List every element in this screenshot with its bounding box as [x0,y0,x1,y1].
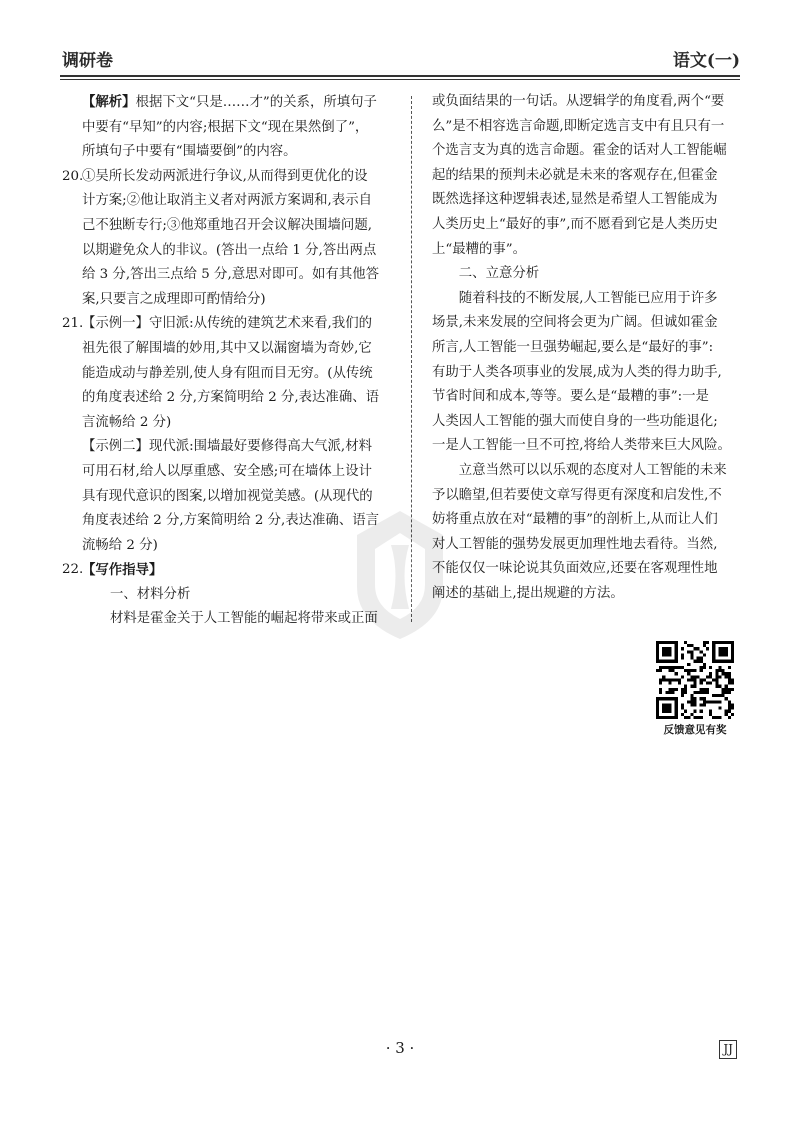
watermark-logo-icon [325,505,475,645]
text-line: 有助于人类各项事业的发展,成为人类的得力助手, [432,364,722,380]
text-line: 立意当然可以以乐观的态度对人工智能的未来 [458,462,727,478]
analysis-line: 【解析】根据下文“只是……才”的关系，所填句子 [82,94,377,110]
material-continued [432,90,738,262]
writing-guide-tag: 【写作指导】 [82,562,163,579]
section-heading-theme: 二、立意分析 [458,266,540,282]
theme-paragraph-2 [432,459,738,607]
answer-line: 案,只要言之成理即可酌情给分) [82,291,266,307]
text-line: 么”是不相容选言命题,即断定选言支中有且只有一 [432,118,725,134]
header-rule [60,75,740,77]
header-right-subject: 语文(一) [672,51,740,71]
analysis-line: 中要有“早知”的内容;根据下文“现在果然倒了”， [82,119,369,135]
text-line: 或负面结果的一句话。从逻辑学的角度看,两个“要 [432,94,725,109]
page-number: · 3 · [385,1039,415,1057]
answer-line: 【示例二】现代派:围墙最好要修得高大气派,材料 [82,439,372,455]
text-line: 一是人工智能一旦不可控,将给人类带来巨大风险。 [432,438,731,454]
text-line: 阐述的基础上,提出规避的方法。 [432,585,624,601]
answer-line: 祖先很了解围墙的妙用,其中又以漏窗墙为奇妙,它 [82,340,372,356]
text-line: 起的结果的预判未必就是未来的客观存在,但霍金 [432,167,718,183]
answer-line: 能造成动与静差别,使人身有阻而目无穷。(从传统 [82,365,373,381]
answer-line: 流畅给 2 分) [82,537,158,553]
question-number: 22. [62,562,84,578]
answer-line: 可用石材,给人以厚重感、安全感;可在墙体上设计 [82,463,372,479]
analysis-tag: 【解析】 [82,94,136,110]
header-rule-thin [60,79,740,80]
answer-line: 给 3 分,答出三点给 5 分,意思对即可。如有其他答 [82,267,379,283]
right-column [432,90,738,606]
answer-line: 的角度表述给 2 分,方案简明给 2 分,表达准确、语 [82,390,379,406]
question-number: 20. [62,168,84,184]
text-line: 个选言支为真的选言命题。霍金的话对人工智能崛 [432,143,727,159]
material-first-line: 材料是霍金关于人工智能的崛起将带来或正面 [110,611,378,627]
question-number: 21. [62,316,84,332]
qr-caption: 反馈意见有奖 [663,724,727,736]
answer-line: 言流畅给 2 分) [82,414,172,430]
text-line: 随着科技的不断发展,人工智能已应用于许多 [458,290,718,306]
qr-code-icon[interactable] [656,641,734,719]
answer-line: 角度表述给 2 分,方案简明给 2 分,表达准确、语言 [82,513,379,529]
theme-paragraph-1 [432,287,738,459]
paper-code-badge: JJ [719,1040,737,1059]
answer-body [82,165,395,313]
answer-line: 计方案;②他让取消主义者对两派方案调和,表示自 [82,193,372,209]
answer-line: ①吴所长发动两派进行争议,从而得到更优化的设 [82,168,368,184]
text-line: 节省时间和成本,等等。要么是“最糟的事”:一是 [432,389,709,405]
text-line: 不能仅仅一味论说其负面效应,还要在客观理性地 [432,561,718,577]
text-line: 上“最糟的事”。 [432,241,527,257]
answer-line: 以期避免众人的非议。(答出一点给 1 分,答出两点 [82,242,377,258]
answer-line: 具有现代意识的图案,以增加视觉美感。(从现代的 [82,488,373,504]
text-line: 所言,人工智能一旦强势崛起,要么是“最好的事”: [432,339,714,355]
text-line: 对人工智能的强势发展更加理性地去看待。当然, [432,536,718,552]
answer-line: 【示例一】守旧派:从传统的建筑艺术来看,我们的 [82,316,372,332]
header-left-title: 调研卷 [62,51,113,71]
text-line: 人类历史上“最好的事”,而不愿看到它是人类历史 [432,216,718,232]
text-line: 场景,未来发展的空间将会更为广阔。但诚如霍金 [432,315,718,331]
analysis-line: 所填句子中要有“围墙要倒”的内容。 [82,144,297,160]
question-20 [62,165,395,313]
text-line: 人类因人工智能的强大而使自身的一些功能退化; [432,413,718,429]
text-line: 既然选择这种逻辑表述,显然是希望人工智能成为 [432,192,718,208]
section-heading-material: 一、材料分析 [110,586,191,602]
analysis-block [62,90,395,165]
text-line: 妨将重点放在对“最糟的事”的剖析上,从而让人们 [432,512,718,528]
answer-line: 己不独断专行;③他郑重地召开会议解决围墙问题, [82,217,372,233]
text-line: 予以瞻望,但若要使文章写得更有深度和启发性,不 [432,487,722,503]
